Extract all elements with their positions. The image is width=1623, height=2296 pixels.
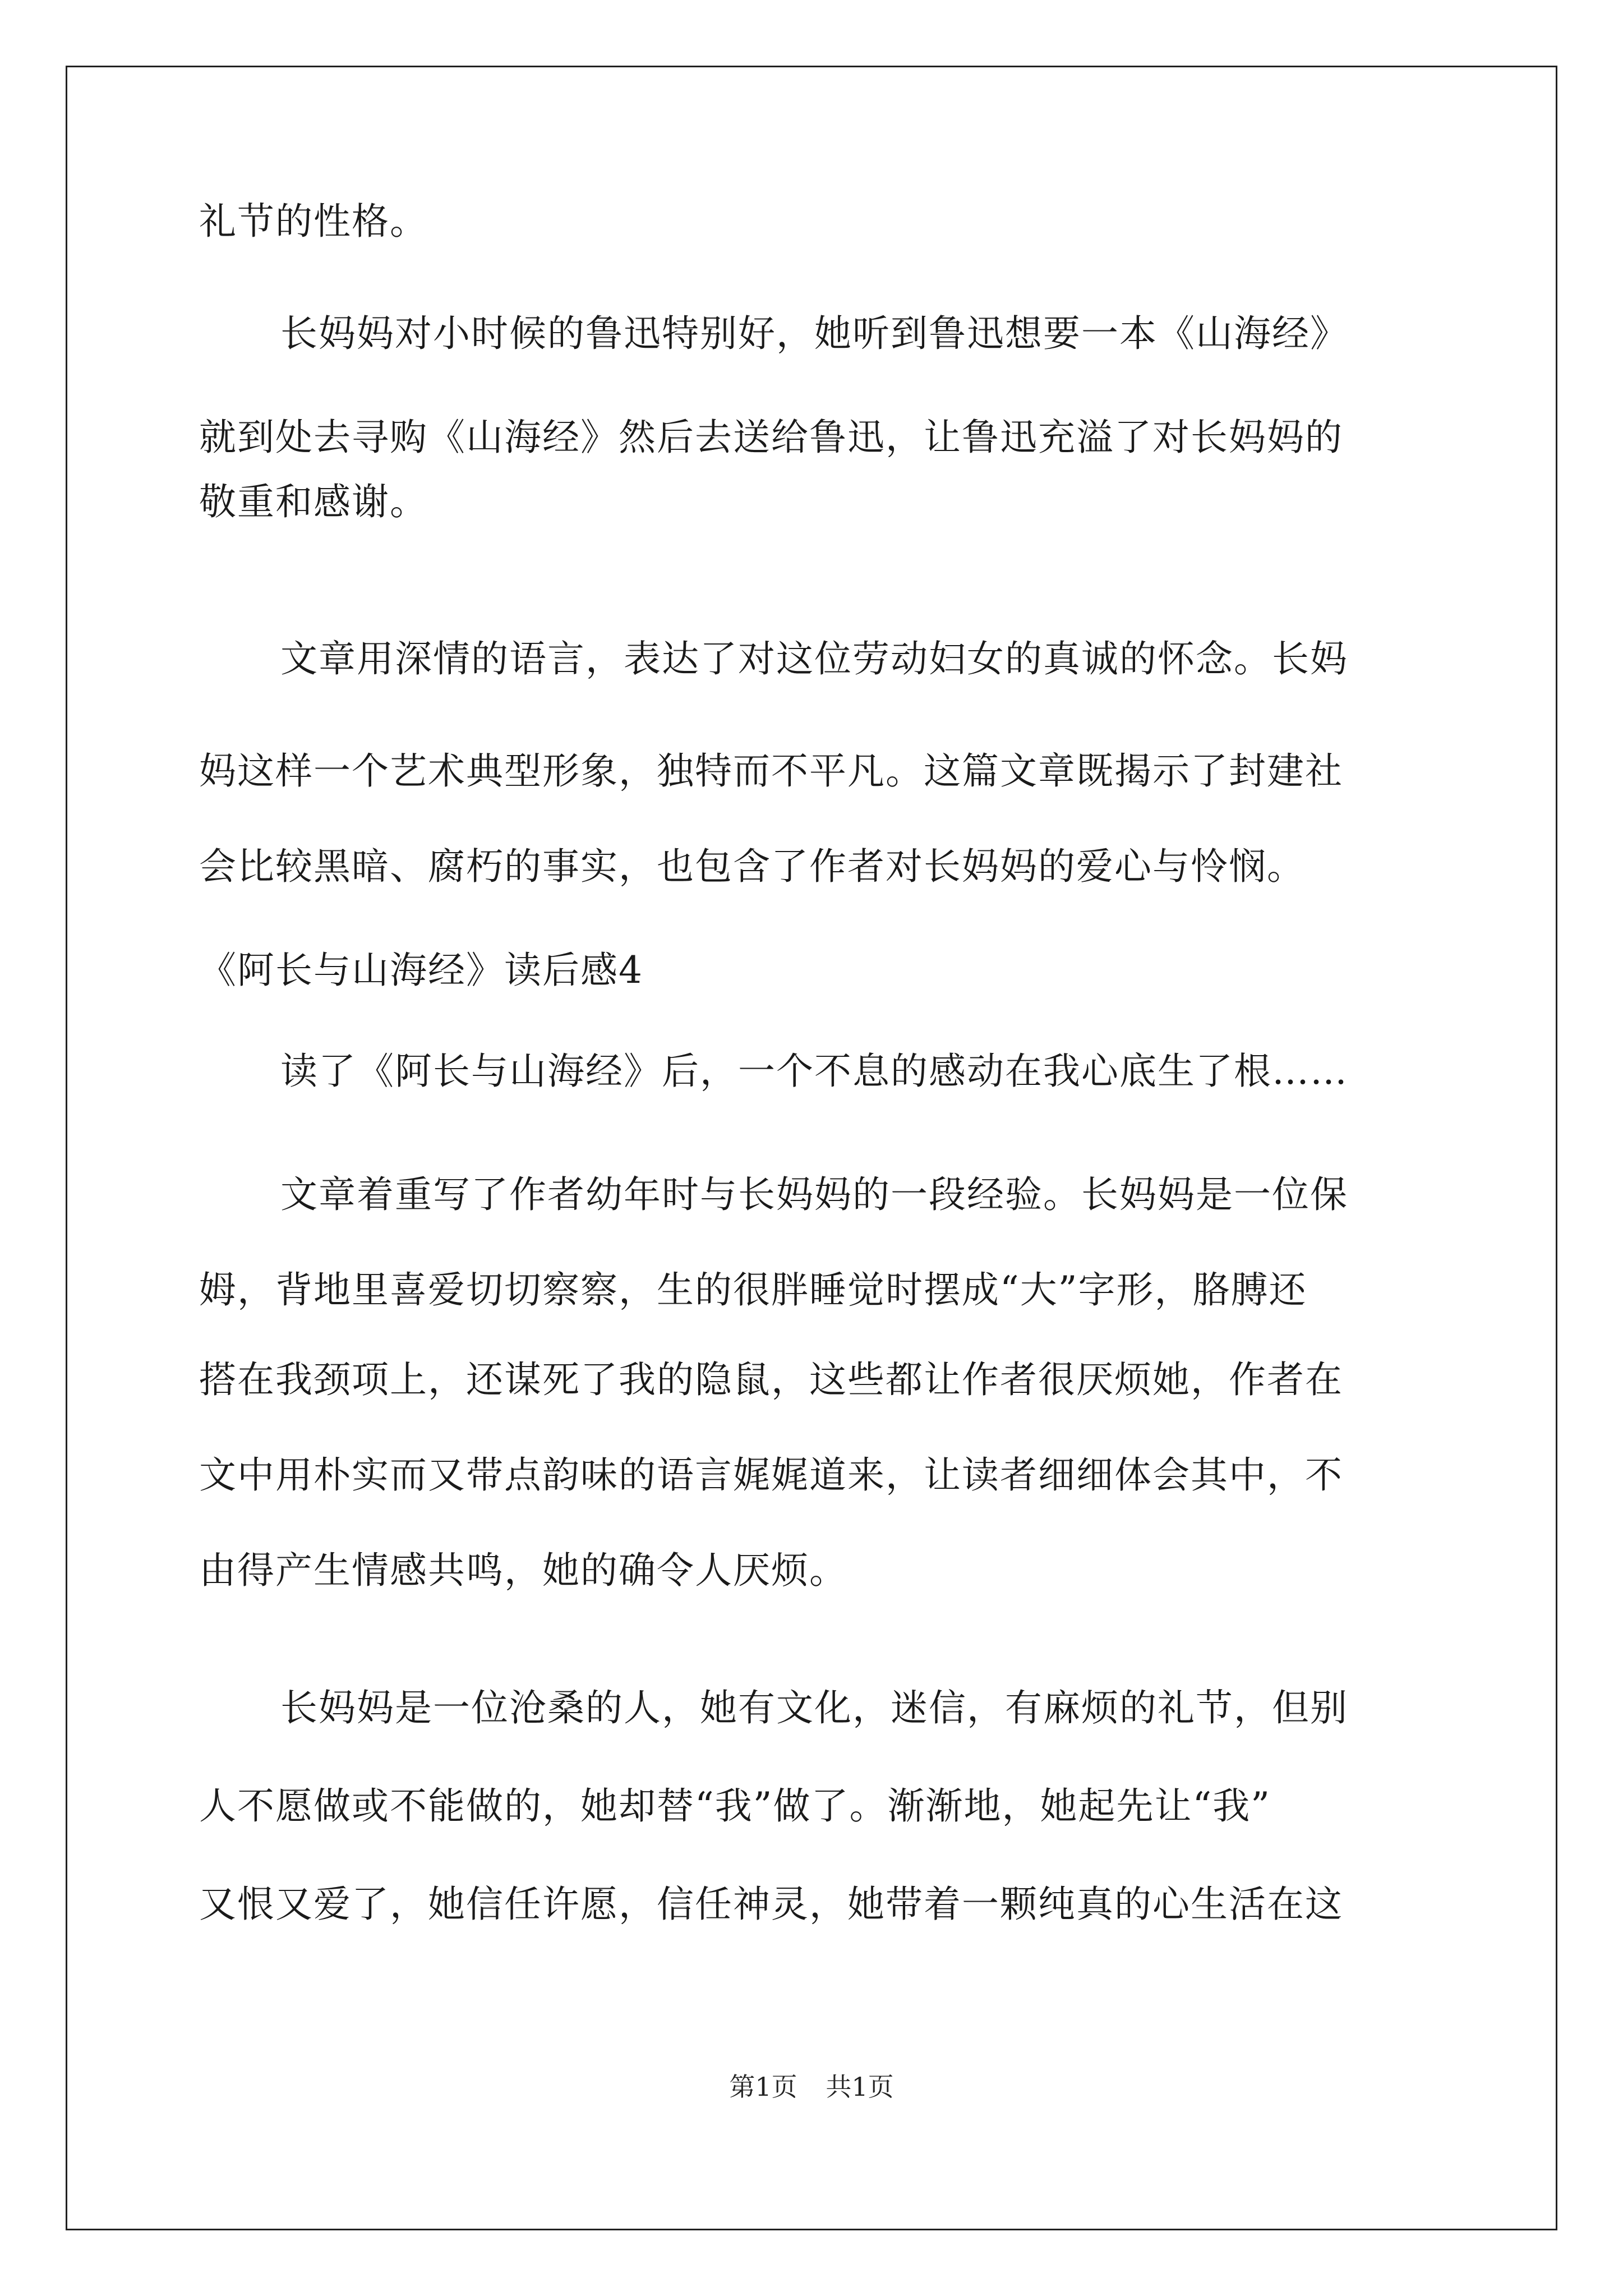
text-line: 就到处去寻购《山海经》然后去送给鲁迅，让鲁迅充溢了对长妈妈的 bbox=[199, 416, 1343, 459]
text-line: 文章着重写了作者幼年时与长妈妈的一段经验。长妈妈是一位保 bbox=[280, 1173, 1348, 1216]
text-line: 人不愿做或不能做的，她却替“我”做了。渐渐地，她起先让“我” bbox=[199, 1784, 1271, 1828]
text-line: 姆，背地里喜爱切切察察，生的很胖睡觉时摆成“大”字形，胳膊还 bbox=[199, 1268, 1307, 1312]
section-heading: 《阿长与山海经》读后感4 bbox=[199, 949, 643, 992]
text-line: 读了《阿长与山海经》后，一个不息的感动在我心底生了根…… bbox=[280, 1050, 1348, 1093]
text-line: 由得产生情感共鸣，她的确令人厌烦。 bbox=[199, 1549, 847, 1592]
text-line: 长妈妈对小时候的鲁迅特别好，她听到鲁迅想要一本《山海经》 bbox=[280, 312, 1348, 355]
text-line: 礼节的性格。 bbox=[199, 200, 428, 243]
text-line: 长妈妈是一位沧桑的人，她有文化，迷信，有麻烦的礼节，但别 bbox=[280, 1686, 1348, 1729]
text-line: 搭在我颈项上，还谋死了我的隐鼠，这些都让作者很厌烦她，作者在 bbox=[199, 1358, 1343, 1401]
page-total: 共1页 bbox=[826, 2072, 894, 2102]
text-line: 文中用朴实而又带点韵味的语言娓娓道来，让读者细细体会其中，不 bbox=[199, 1453, 1343, 1497]
text-line: 又恨又爱了，她信任许愿，信任神灵，她带着一颗纯真的心生活在这 bbox=[199, 1883, 1343, 1926]
text-line: 敬重和感谢。 bbox=[199, 480, 428, 523]
page-footer bbox=[0, 2070, 1623, 2104]
text-line: 会比较黑暗、腐朽的事实，也包含了作者对长妈妈的爱心与怜悯。 bbox=[199, 845, 1305, 888]
text-line: 文章用深情的语言，表达了对这位劳动妇女的真诚的怀念。长妈 bbox=[280, 637, 1348, 680]
page-number: 第1页 bbox=[729, 2072, 797, 2102]
text-line: 妈这样一个艺术典型形象，独特而不平凡。这篇文章既揭示了封建社 bbox=[199, 749, 1343, 793]
